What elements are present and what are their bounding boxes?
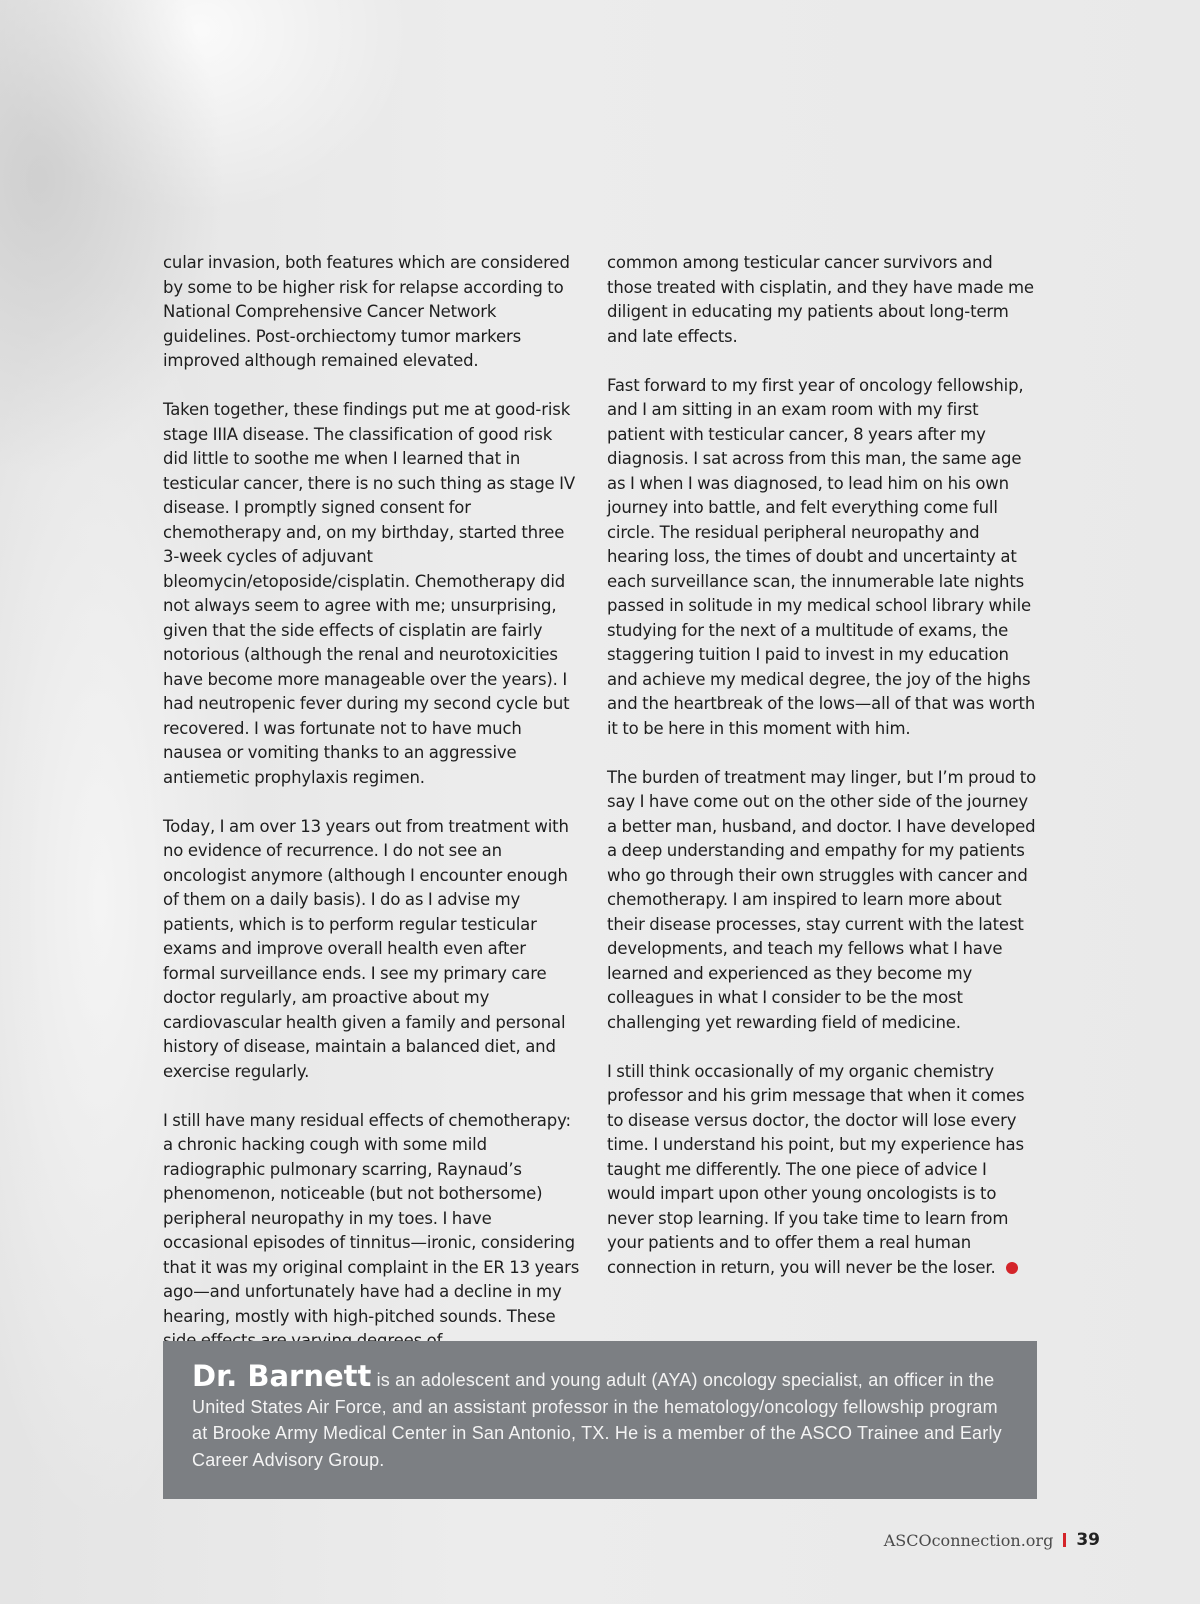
article-paragraph: Fast forward to my first year of oncology fellowship, and I am sitting in an exam room with my first patient with testicular cancer, 8 years after my diagnosis. I sat across from this man, the same age as I when I was diagnosed, to lead him on his own journey into battle, and felt everything come full circle. The residual peripheral neuropathy and hearing loss, the times of doubt and uncertainty at each surveillance scan, the innumerable late nights passed in solitude in my medical school library while studying for the next of a multitude of exams, the staggering tuition I paid to invest in my education and achieve my medical degree, the joy of the highs and the heartbreak of the lows—all of that was worth it to be here in this moment with him. bbox=[607, 375, 1036, 738]
page-footer bbox=[884, 1530, 1100, 1550]
article-right-column bbox=[607, 251, 1037, 1378]
article-final-paragraph-text: I still think occasionally of my organic chemistry professor and his grim message that when it comes to disease versus doctor, the doctor will lose every time. I understand his point, but my experience has taught me differently. The one piece of advice I would impart upon other young oncologists is to never stop learning. If you take time to learn from your patients and to offer them a real human connection in return, you will never be the loser. bbox=[607, 1061, 1025, 1277]
author-bio-text: is an adolescent and young adult (AYA) oncology specialist, an officer in the United States Air Force, and an assistant professor in the hematology/oncology fellowship program at Brooke Army Medical Center in San Antonio, TX. He is a member of the ASCO Trainee and Early Career Advisory Group. bbox=[192, 1370, 1002, 1470]
article-paragraph: common among testicular cancer survivors and those treated with cisplatin, and they have made me diligent in educating my patients about long-term and late effects. bbox=[607, 253, 1034, 346]
article-paragraph: I still have many residual effects of chemotherapy: a chronic hacking cough with some mild radiographic pulmonary scarring, Raynaud’s phenomenon, noticeable (but not bothersome) peripheral neuropathy in my toes. I have occasional episodes of tinnitus—ironic, considering that it was my original complaint in the ER 13 years ago—and unfortunately have had a decline in my hearing, mostly with high-pitched sounds. These bbox=[163, 1110, 580, 1326]
article-paragraph: Taken together, these findings put me at good-risk stage IIIA disease. The classification of good risk did little to soothe me when I learned that in testicular cancer, there is no such thing as stage IV disease. I promptly signed consent for chemotherapy and, on my birthday, started three 3-week cycles of adjuvant bleomycin/etoposide/cisplatin. Chemotherapy did not always seem to agree with me; unsurprising, given that the side effects of cisplatin are fairly notorious (although the renal and neurotoxicities have become more manageable over the years). I had neutropenic fever during my second cycle but recovered. I was fortunate not to have much nausea or vomiting thanks to an aggressive antiemetic prophylaxis regimen. bbox=[163, 400, 575, 787]
footer-site-link[interactable]: ASCOconnection.org bbox=[883, 1530, 1054, 1550]
article-paragraph: Today, I am over 13 years out from treatment with no evidence of recurrence. I do not see an oncologist anymore (although I encounter enough of them on a daily basis). I do as I advise my patients, which is to perform regular testicular exams and improve overall health even after formal surveillance ends. I see my primary care doctor regularly, am proactive about my cardiovascular health given a family and personal history of disease, maintain a balanced diet, and exercise regularly. bbox=[163, 816, 569, 1081]
article-paragraph: The burden of treatment may linger, but I’m proud to say I have come out on the other side of the journey a better man, husband, and doctor. I have developed a deep understanding and empathy for my patients who go through their own struggles with cancer and chemotherapy. I am inspired to learn more about their disease processes, stay current with the latest developments, and teach my fellows what I have learned and experienced as they become my colleagues in what I consider to be the most challenging yet rewarding field of medicine. bbox=[607, 767, 1037, 1032]
author-name: Dr. Barnett bbox=[192, 1359, 372, 1393]
page-number: 39 bbox=[1076, 1530, 1100, 1550]
article-final-paragraph bbox=[607, 1060, 1037, 1281]
end-of-article-dot-icon bbox=[1006, 1262, 1018, 1274]
author-bio-box bbox=[163, 1341, 1037, 1499]
article-left-column bbox=[163, 251, 581, 1378]
footer-divider bbox=[1063, 1533, 1066, 1547]
article-columns bbox=[163, 251, 1037, 1378]
article-paragraph: cular invasion, both features which are considered by some to be higher risk for relapse according to National Comprehensive Cancer Network guidelines. Post-orchiectomy tumor markers improved although remained elevated. bbox=[163, 253, 570, 370]
